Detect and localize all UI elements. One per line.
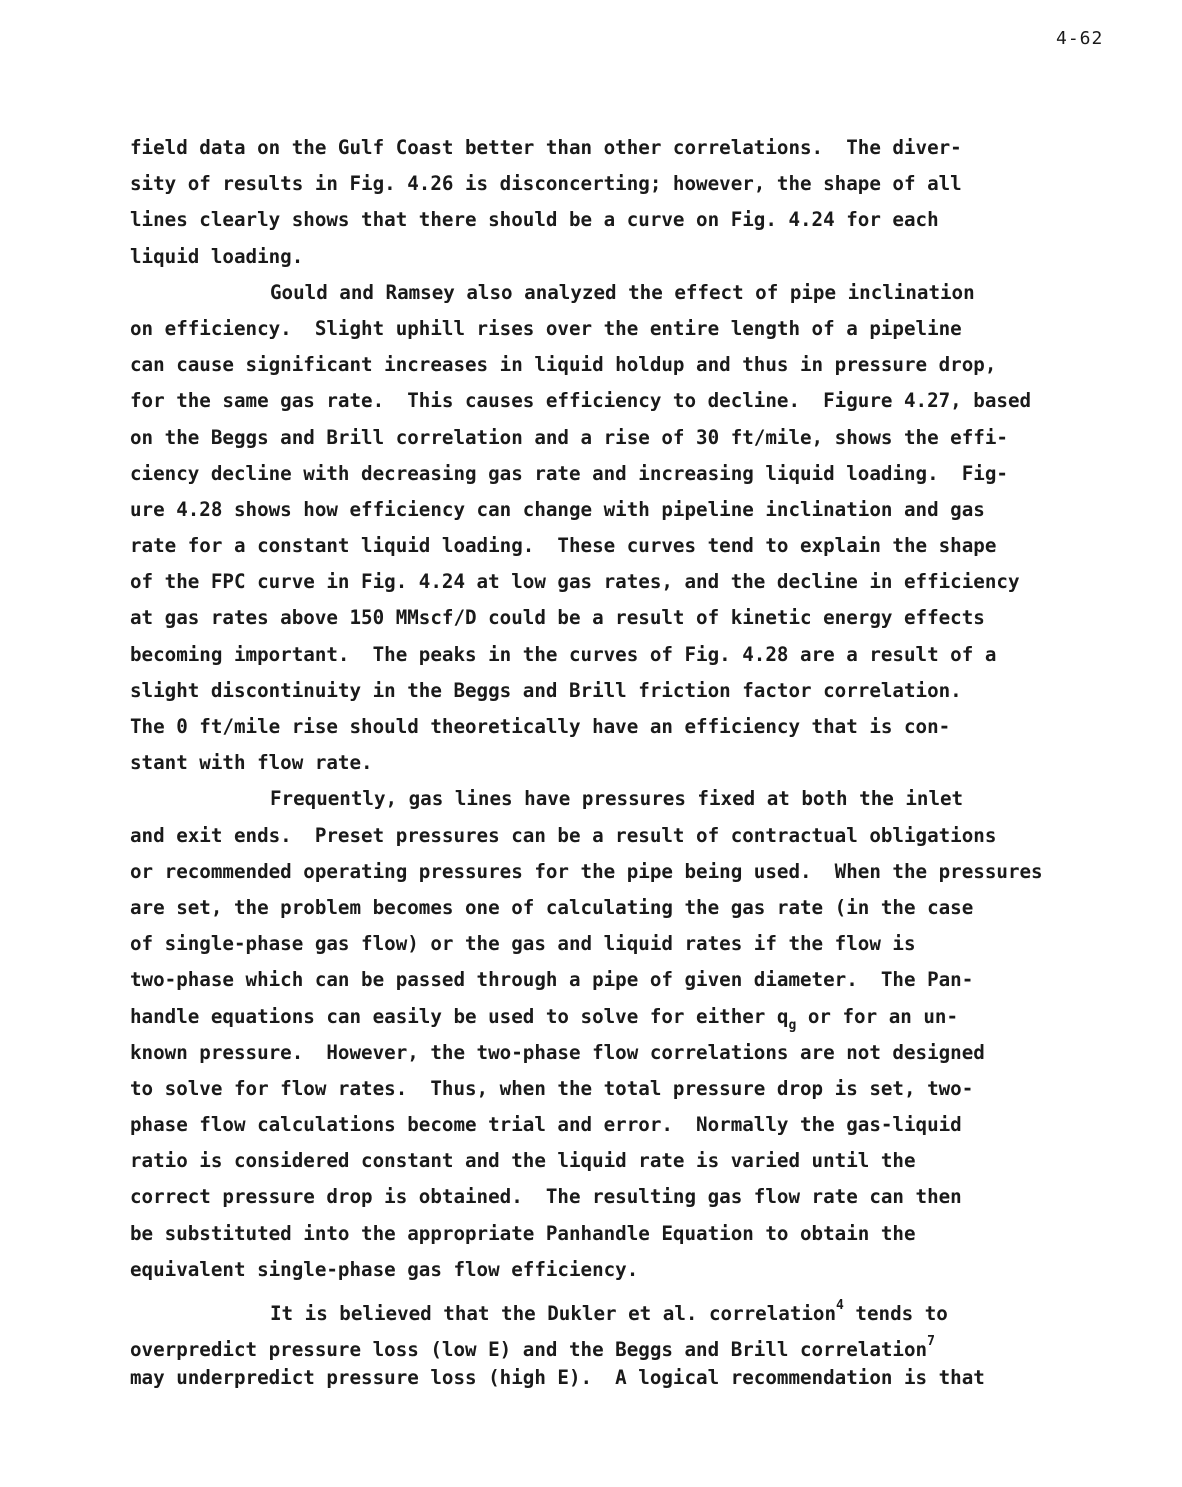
superscript: 4 [836, 1298, 844, 1313]
text-line: lines clearly shows that there should be a curve on Fig. 4.24 for each [130, 208, 939, 232]
text-line: liquid loading. [130, 244, 304, 268]
text-line: be substituted into the appropriate Panhandle Equation to obtain the [130, 1221, 916, 1245]
text-line [130, 999, 1090, 1035]
text-segment: or for an un- [796, 1004, 959, 1028]
text-line: rate for a constant liquid loading. These curves tend to explain the shape [130, 534, 997, 558]
text-line: field data on the Gulf Coast better than other correlations. The diver- [130, 136, 962, 159]
text-line: are set, the problem becomes one of calculating the gas rate (in the case [130, 895, 974, 919]
text-line: known pressure. However, the two-phase flow correlations are not designed [130, 1040, 985, 1064]
text-line: stant with flow rate. [130, 751, 373, 775]
text-line: sity of results in Fig. 4.26 is disconcerting; however, the shape of all [130, 172, 962, 196]
text-segment: It is believed that the Dukler et al. correlation [270, 1302, 837, 1325]
text-segment: handle equations can easily be used to solve for either q [130, 1004, 789, 1028]
text-line: correct pressure drop is obtained. The resulting gas flow rate can then [130, 1185, 962, 1209]
superscript: 7 [927, 1334, 935, 1350]
subscript: g [788, 1017, 797, 1033]
text-line: or recommended operating pressures for the pipe being used. When the pressures [130, 859, 1043, 883]
paragraph-start-line: Frequently, gas lines have pressures fixed at both the inlet [270, 787, 964, 811]
text-line [130, 1324, 1090, 1360]
text-line: can cause significant increases in liquid holdup and thus in pressure drop, [130, 353, 997, 377]
text-line: becoming important. The peaks in the curves of Fig. 4.28 are a result of a [130, 642, 997, 666]
text-line: to solve for flow rates. Thus, when the total pressure drop is set, two- [130, 1076, 974, 1100]
text-line: for the same gas rate. This causes efficiency to decline. Figure 4.27, based [130, 389, 1032, 413]
text-line: on efficiency. Slight uphill rises over the entire length of a pipeline [130, 316, 962, 340]
text-line: of the FPC curve in Fig. 4.24 at low gas rates, and the decline in efficiency [130, 570, 1020, 594]
text-line: The 0 ft/mile rise should theoretically have an efficiency that is con- [130, 715, 951, 738]
text-line: of single-phase gas flow) or the gas and liquid rates if the flow is [130, 932, 916, 956]
page-number: 4-62 [1056, 28, 1104, 49]
text-line: equivalent single-phase gas flow efficiency. [130, 1257, 639, 1281]
text-line: two-phase which can be passed through a pipe of given diameter. The Pan- [130, 968, 974, 992]
text-line: phase flow calculations become trial and error. Normally the gas-liquid [130, 1113, 962, 1137]
text-segment: tends to [843, 1302, 948, 1325]
text-line: ratio is considered constant and the liquid rate is varied until the [130, 1149, 916, 1173]
paragraph-start-line [130, 1288, 1090, 1324]
text-line: may underpredict pressure loss (high E). A logical recommendation is that [130, 1366, 985, 1390]
text-segment: overpredict pressure loss (low E) and the Beggs and Brill correlation [130, 1338, 928, 1362]
paragraph-start-line: Gould and Ramsey also analyzed the effect of pipe inclination [270, 280, 975, 304]
text-line: at gas rates above 150 MMscf/D could be a result of kinetic energy effects [130, 606, 985, 630]
text-line: ure 4.28 shows how efficiency can change with pipeline inclination and gas [130, 497, 985, 521]
text-line: ciency decline with decreasing gas rate and increasing liquid loading. Fig- [130, 461, 1008, 485]
body-text [130, 130, 1090, 1397]
text-line: and exit ends. Preset pressures can be a result of contractual obligations [130, 823, 997, 847]
text-line: slight discontinuity in the Beggs and Brill friction factor correlation. [130, 678, 962, 702]
text-line: on the Beggs and Brill correlation and a rise of 30 ft/mile, shows the effi- [130, 425, 1008, 449]
